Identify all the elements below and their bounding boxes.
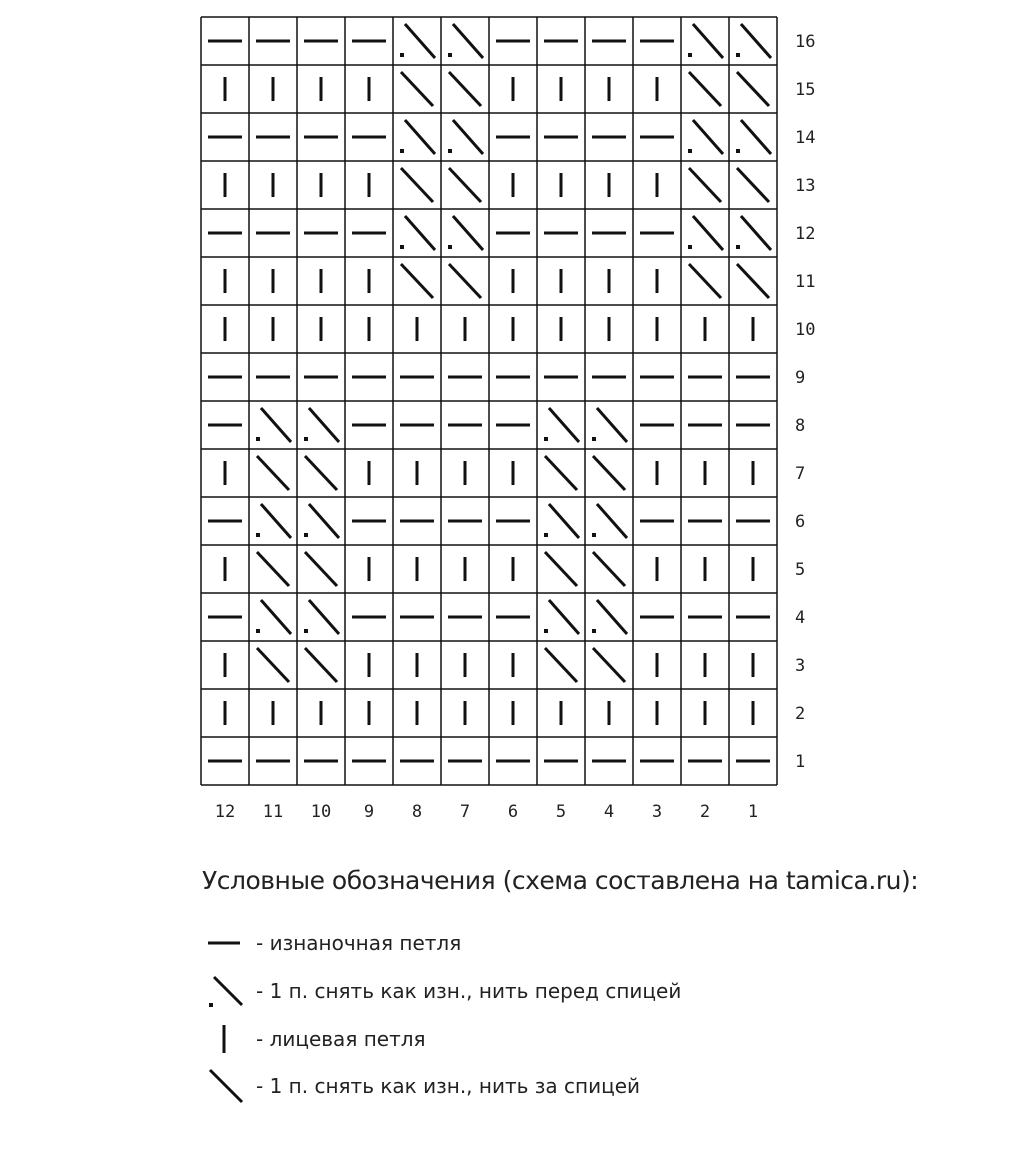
slip-yarn-back-stitch [305, 552, 337, 586]
slip-yarn-front-dot [304, 629, 308, 633]
column-number-label: 9 [363, 802, 375, 822]
slip-yarn-front-stitch [549, 504, 579, 538]
slip-yarn-front-dot [688, 245, 692, 249]
slip-yarn-front-stitch [693, 120, 723, 154]
row-number-label: 7 [795, 464, 806, 484]
slip-yarn-front-dot [592, 437, 596, 441]
slip-yarn-front-dot [736, 53, 740, 57]
slip-yarn-back-stitch [689, 72, 721, 106]
slip-yarn-back-stitch [449, 72, 481, 106]
slip-yarn-back-symbol-icon [200, 1066, 252, 1106]
slip-yarn-front-stitch [405, 120, 435, 154]
column-number-label: 6 [507, 802, 519, 822]
slip-yarn-front-stitch [693, 216, 723, 250]
slip-yarn-back-stitch [305, 456, 337, 490]
slip-yarn-front-stitch [261, 600, 291, 634]
slip-yarn-front-stitch [261, 408, 291, 442]
slip-yarn-front-dot [400, 149, 404, 153]
column-number-label: 3 [651, 802, 663, 822]
slip-yarn-back-stitch [737, 168, 769, 202]
legend-item-purl [200, 923, 461, 963]
slip-yarn-front-stitch [549, 600, 579, 634]
knit-symbol-icon [200, 1019, 252, 1059]
slip-yarn-front-stitch [309, 504, 339, 538]
row-number-label: 6 [795, 512, 806, 532]
column-number-label: 12 [214, 802, 236, 822]
slip-yarn-front-stitch [453, 120, 483, 154]
column-number-label: 7 [459, 802, 471, 822]
column-number-label: 4 [603, 802, 615, 822]
legend-item-label: - 1 п. снять как изн., нить перед спицей [256, 979, 682, 1003]
slip-yarn-back-stitch [257, 456, 289, 490]
slip-yarn-front-stitch [453, 216, 483, 250]
slip-yarn-front-stitch [741, 24, 771, 58]
row-number-label: 4 [795, 608, 806, 628]
slip-yarn-back-stitch [593, 456, 625, 490]
row-number-label: 8 [795, 416, 806, 436]
slip-yarn-front-stitch [597, 504, 627, 538]
slip-yarn-front-dot [400, 53, 404, 57]
slip-yarn-back-stitch [545, 456, 577, 490]
row-number-label: 2 [795, 704, 806, 724]
legend-title: Условные обозначения (схема составлена на tamica.ru): [202, 866, 919, 895]
row-number-label: 16 [795, 32, 816, 52]
slip-yarn-front-stitch [309, 408, 339, 442]
row-number-label: 9 [795, 368, 806, 388]
slip-yarn-front-dot [544, 533, 548, 537]
slip-yarn-front-stitch [741, 120, 771, 154]
column-number-label: 8 [411, 802, 423, 822]
slip-yarn-back-stitch [689, 168, 721, 202]
slip-yarn-front-dot [544, 629, 548, 633]
slip-yarn-back-stitch [257, 648, 289, 682]
slip-yarn-front-stitch [597, 600, 627, 634]
row-number-label: 11 [795, 272, 816, 292]
slip-yarn-back-stitch [449, 168, 481, 202]
slip-yarn-front-symbol-icon [200, 971, 252, 1011]
slip-yarn-front-dot [688, 149, 692, 153]
legend-item-slip-back [200, 1066, 640, 1106]
legend-item-label: - 1 п. снять как изн., нить за спицей [256, 1074, 641, 1098]
slip-yarn-back-stitch [305, 648, 337, 682]
slip-yarn-front-dot [448, 53, 452, 57]
slip-yarn-back-stitch [545, 552, 577, 586]
row-number-label: 15 [795, 80, 816, 100]
slip-yarn-front-dot [256, 533, 260, 537]
slip-yarn-back-stitch [449, 264, 481, 298]
legend-item-label: - лицевая петля [256, 1027, 426, 1051]
row-number-label: 10 [795, 320, 816, 340]
slip-yarn-front-stitch [741, 216, 771, 250]
row-number-label: 5 [795, 560, 806, 580]
slip-yarn-back-stitch [593, 648, 625, 682]
slip-yarn-front-stitch [405, 24, 435, 58]
slip-yarn-front-dot [448, 149, 452, 153]
row-number-label: 12 [795, 224, 816, 244]
row-number-label: 1 [795, 752, 806, 772]
slip-yarn-front-dot [688, 53, 692, 57]
slip-yarn-front-dot [448, 245, 452, 249]
slip-yarn-front-stitch [597, 408, 627, 442]
slip-yarn-back-stitch [401, 168, 433, 202]
slip-yarn-front-dot [256, 437, 260, 441]
column-number-label: 11 [262, 802, 284, 822]
row-number-label: 13 [795, 176, 816, 196]
slip-yarn-front-dot [544, 437, 548, 441]
slip-yarn-front-stitch [405, 216, 435, 250]
slip-yarn-front-dot [400, 245, 404, 249]
slip-yarn-back-stitch [593, 552, 625, 586]
slip-yarn-front-dot [736, 149, 740, 153]
slip-yarn-front-dot [592, 533, 596, 537]
slip-yarn-front-dot [592, 629, 596, 633]
slip-yarn-back-stitch [689, 264, 721, 298]
slip-yarn-front-stitch [693, 24, 723, 58]
legend-item-knit [200, 1019, 426, 1059]
purl-symbol-icon [200, 923, 252, 963]
column-number-label: 1 [747, 802, 759, 822]
slip-yarn-front-stitch [309, 600, 339, 634]
row-number-label: 3 [795, 656, 806, 676]
slip-yarn-front-dot [304, 437, 308, 441]
column-number-label: 2 [699, 802, 711, 822]
slip-yarn-front-dot [256, 629, 260, 633]
slip-yarn-back-stitch [737, 72, 769, 106]
slip-yarn-front-stitch [453, 24, 483, 58]
slip-yarn-back-stitch [257, 552, 289, 586]
slip-yarn-front-stitch [261, 504, 291, 538]
legend-item-label: - изнаночная петля [256, 931, 462, 955]
legend-item-slip-front [200, 971, 681, 1011]
slip-yarn-back-stitch [401, 72, 433, 106]
column-number-label: 5 [555, 802, 567, 822]
slip-yarn-back-stitch [737, 264, 769, 298]
slip-yarn-front-dot [304, 533, 308, 537]
slip-yarn-back-stitch [545, 648, 577, 682]
column-number-label: 10 [310, 802, 332, 822]
row-number-label: 14 [795, 128, 816, 148]
slip-yarn-front-dot [736, 245, 740, 249]
slip-yarn-back-stitch [401, 264, 433, 298]
slip-yarn-front-stitch [549, 408, 579, 442]
